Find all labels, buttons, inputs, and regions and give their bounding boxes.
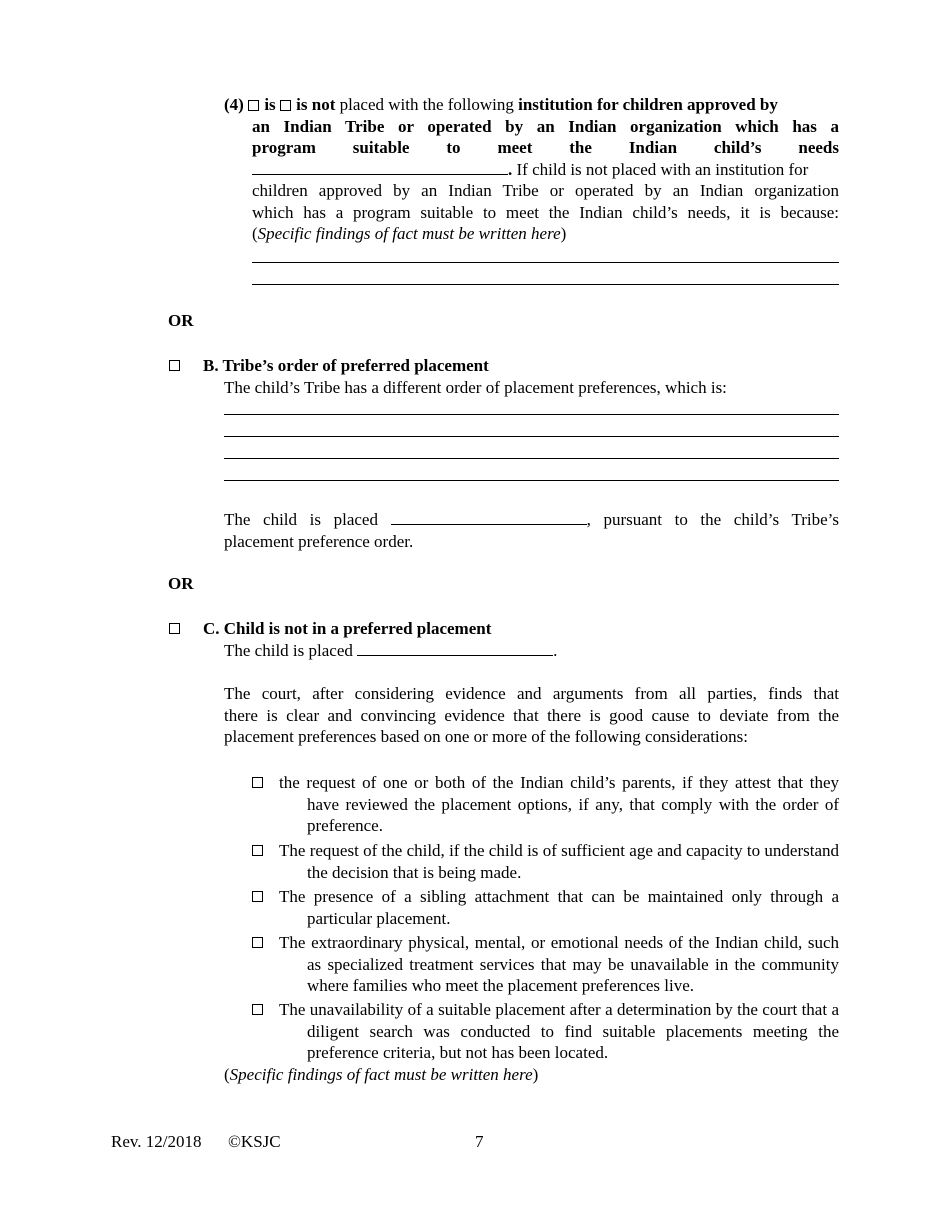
court-finding-line-2: there is clear and convincing evidence that there is good cause to deviate from the (224, 705, 839, 725)
tribe-order-line-1[interactable] (224, 414, 839, 415)
institution-blank[interactable] (252, 160, 508, 175)
lead-text: placed with the following (339, 95, 514, 114)
is-checkbox[interactable] (248, 100, 259, 111)
section-b-line-1: The child’s Tribe has a different order of placement preferences, which is: (224, 377, 727, 397)
section-b-placed-line-2: placement preference order. (224, 531, 414, 551)
or-separator-1: OR (168, 311, 194, 330)
consideration-parents-checkbox[interactable] (252, 777, 263, 788)
tribe-order-line-2[interactable] (224, 436, 839, 437)
section-4-line-4: . If child is not placed with an institution for (252, 159, 839, 181)
is-label: is (264, 95, 276, 114)
section-b-checkbox[interactable] (169, 360, 180, 371)
consideration-sibling-checkbox[interactable] (252, 891, 263, 902)
footer-page-number: 7 (475, 1132, 484, 1151)
tribe-order-line-4[interactable] (224, 480, 839, 481)
section-4-bold-line-3: program suitable to meet the Indian child’s needs (252, 138, 839, 157)
section-b-placed-line: The child is placed , pursuant to the child’s Tribe’s (224, 510, 839, 529)
court-finding-line-3: placement preferences based on one or more of the following considerations: (224, 727, 748, 746)
section-c-findings: (Specific findings of fact must be written here) (224, 1065, 539, 1084)
section-4-line-6: which has a program suitable to meet the Indian child’s needs, it is because: (252, 202, 839, 222)
findings-line-1[interactable] (252, 262, 839, 263)
tribe-order-line-3[interactable] (224, 458, 839, 459)
is-not-label: is not (296, 95, 336, 114)
section-c-heading: C. Child is not in a preferred placement (203, 619, 492, 638)
consideration-sibling: The presence of a sibling attachment that can be maintained only through a particular placement. (252, 886, 839, 929)
consideration-child-request-checkbox[interactable] (252, 845, 263, 856)
section-4-bold-line-2: an Indian Tribe or operated by an Indian organization which has a (252, 116, 839, 136)
footer-copyright: ©KSJC (228, 1132, 281, 1151)
tribe-placement-blank[interactable] (391, 510, 587, 525)
bold-line-1: institution for children approved by (518, 95, 778, 114)
is-not-checkbox[interactable] (280, 100, 291, 111)
consideration-unavailability: The unavailability of a suitable placement after a determination by the court that a diligent search was conducted to find suitable placements meeting the preference criteria, but not has been located. (252, 999, 839, 1064)
section-4-paragraph (224, 94, 839, 116)
consideration-special-needs-checkbox[interactable] (252, 937, 263, 948)
court-finding-line-1: The court, after considering evidence and arguments from all parties, finds that (224, 684, 839, 703)
consideration-unavailability-checkbox[interactable] (252, 1004, 263, 1015)
consideration-parents: the request of one or both of the Indian child’s parents, if they attest that they have reviewed the placement options, if any, that comply with the order of preference. (252, 772, 839, 837)
section-c-placed-line: The child is placed . (224, 640, 558, 660)
section-4-findings: (Specific findings of fact must be written here) (252, 224, 567, 243)
section-c-checkbox[interactable] (169, 623, 180, 634)
footer-revision: Rev. 12/2018 (111, 1132, 202, 1151)
section-b-heading: B. Tribe’s order of preferred placement (203, 356, 489, 375)
item-number: (4) (224, 95, 244, 114)
findings-line-2[interactable] (252, 284, 839, 285)
child-placement-blank[interactable] (357, 641, 553, 656)
section-4-line-5: children approved by an Indian Tribe or operated by an Indian organization (252, 181, 839, 200)
consideration-special-needs: The extraordinary physical, mental, or emotional needs of the Indian child, such as specialized treatment services that may be unavailable in the community where families who meet the placement preferences live. (252, 932, 839, 997)
consideration-child-request: The request of the child, if the child is of sufficient age and capacity to understand the decision that is being made. (252, 840, 839, 883)
or-separator-2: OR (168, 574, 194, 593)
